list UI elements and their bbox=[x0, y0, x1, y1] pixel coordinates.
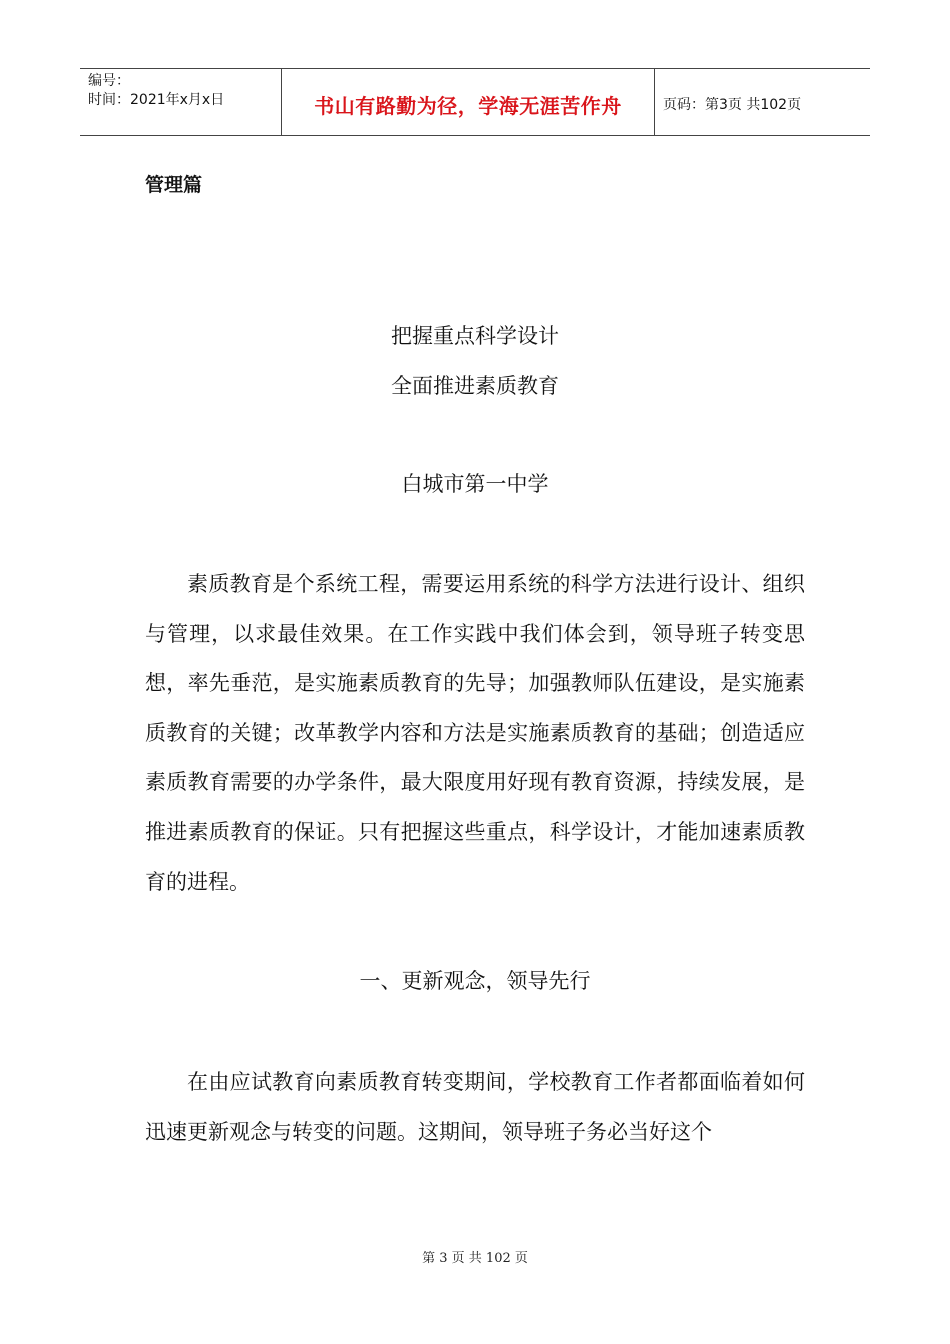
section-heading-1: 一、更新观念，领导先行 bbox=[359, 969, 591, 993]
page-footer: 第 3 页 共 102 页 bbox=[422, 1251, 528, 1266]
page-header bbox=[80, 68, 870, 136]
document-number: 编号： bbox=[88, 73, 130, 89]
author-line: 白城市第一中学 bbox=[401, 472, 549, 496]
title-line-1: 把握重点科学设计 bbox=[391, 324, 559, 348]
document-date: 时间：2021年x月x日 bbox=[88, 92, 225, 108]
body-paragraph-2: 在由应试教育向素质教育转变期间，学校教育工作者都面临着如何迅速更新观念与转变的问题。这期间，领导班子务必当好这个 bbox=[145, 1070, 805, 1144]
title-line-2: 全面推进素质教育 bbox=[391, 374, 559, 398]
header-motto: 书山有路勤为径，学海无涯苦作舟 bbox=[281, 69, 655, 135]
header-page-info: 页码：第3页 共102页 bbox=[663, 97, 802, 113]
header-meta bbox=[80, 69, 281, 135]
body-paragraph-1: 素质教育是个系统工程，需要运用系统的科学方法进行设计、组织与管理，以求最佳效果。在工作实践中我们体会到，领导班子转变思想，率先垂范，是实施素质教育的先导；加强教师队伍建设，是实施素质教育的关键；改革教学内容和方法是实施素质教育的基础；创造适应素质教育需要的办学条件，最大限度用好现有教育资源，持续发展，是推进素质教育的保证。只有把握这些重点，科学设计，才能加速素质教育的进程。 bbox=[145, 572, 805, 894]
section-label: 管理篇 bbox=[145, 174, 203, 196]
